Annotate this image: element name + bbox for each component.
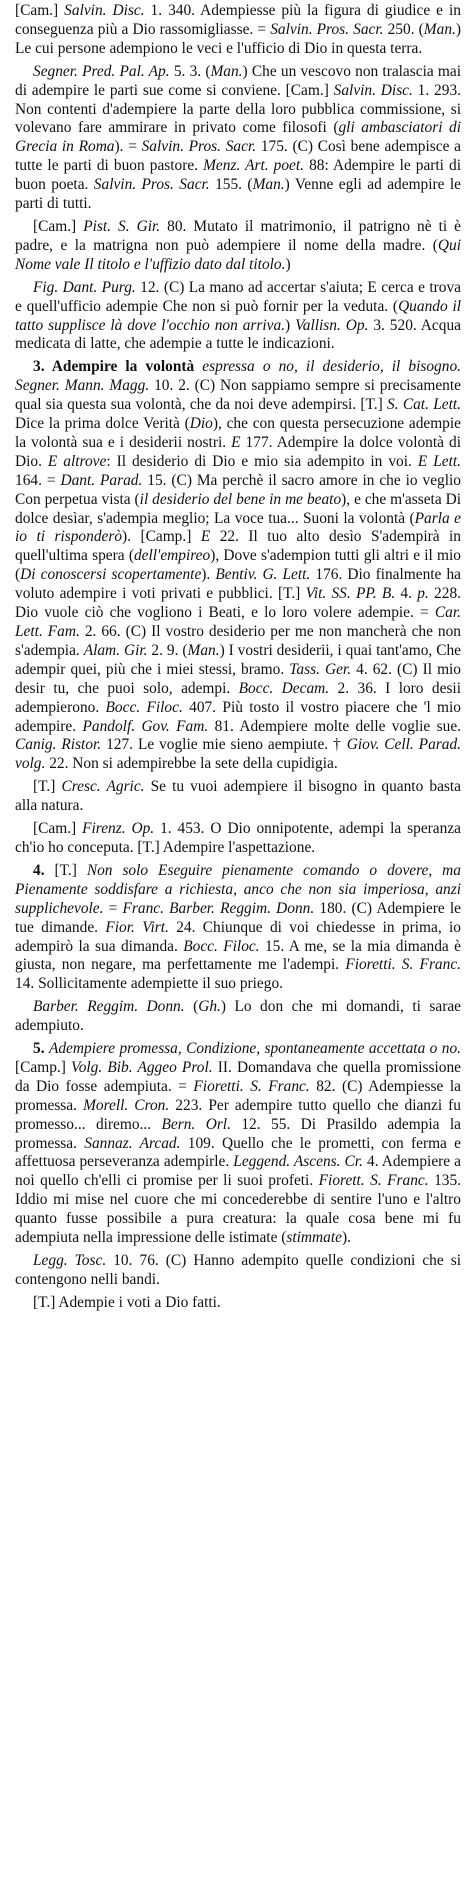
sense-heading: 5. [33,1040,45,1058]
entry-text: ). = [114,138,142,156]
citation-text: E [200,528,211,546]
entry-text: 82. (C) Adempiesse la promessa. [15,1077,461,1114]
entry-text: [Camp.] [15,1058,72,1076]
entry-text: = [103,899,123,917]
entry-text: ) Venne egli ad adempire le parti di tutti. [15,176,461,213]
entry-paragraph [15,1252,461,1290]
citation-text: E [231,433,241,451]
citation-text: Segner. Pred. Pal. Ap. [33,62,170,80]
citation-text: Alam. Gir. [83,641,148,659]
entry-text: 15. A me, se la mia dimanda è giusta, non negare, ma perfettamente me l'adempi. [15,937,461,974]
citation-text: Bocc. Decam. [238,679,330,697]
entry-text: 177. Adempire la dolce volontà di Dio. [15,433,461,470]
entry-text: 127. Le voglie mie sieno aempiute. † [101,736,347,754]
entry-paragraph [15,358,461,774]
entry-text: 12. (C) La mano ad accertar s'aiuta; E cerca e trova e quell'ufficio adempie Che non si può fornir per la veduta. ( [15,278,461,315]
entry-text: 80. Mutato il matrimonio, il patrigno nè ti è padre, e la matrigna non può adempiere il nome della madre. ( [15,217,461,254]
citation-text: dell'empireo [133,547,211,565]
dictionary-page [15,2,461,1313]
citation-text: Bocc. Filoc. [105,698,183,716]
citation-text: Fioretti. S. Franc. [193,1077,310,1095]
citation-text: Dant. Parad. [60,471,143,489]
entry-text: 2. 66. (C) Il vostro desiderio per me non mancherà che non s'adempia. [15,623,462,659]
entry-text: ), e che m'asseta Di dolce desìar, s'adempia meglio; La voce tua... Suoni la volontà ( [15,490,461,527]
entry-paragraph [15,778,461,816]
entry-text: 10. 2. (C) Non sappiamo sempre si precisamente qual sia questa sua volontà, che da noi deve adempirsi. [T.] [15,377,461,414]
entry-text: [T.] [44,861,87,879]
entry-text: [Cam.] [33,217,84,235]
citation-text: Segner. Mann. Magg. [15,377,150,395]
citation-text: Menz. Art. poet. [203,157,305,175]
citation-text: Pist. S. Gir. [83,217,161,235]
entry-text: : Il desiderio di Dio e mio sia adempito in voi. [106,452,418,470]
citation-text: Fior. Virt. [105,918,169,936]
entry-paragraph [15,820,461,858]
entry-text: 88: Adempire le parti di buon poeta. [15,157,461,194]
entry-text: 10. 76. (C) Hanno adempito quelle condizioni che si contengono nelli bandi. [15,1252,461,1288]
citation-text: Leggend. Ascens. Cr. [233,1153,363,1171]
citation-text: Salvin. Disc. [64,2,145,19]
entry-text: ) Che un vescovo non tralascia mai di adempire le parti sue come si conviene. [Cam.] [15,62,461,99]
entry-text: [T.] [33,778,62,796]
entry-text: ) Lo don che mi domandi, ti sarae adempiuto. [15,998,461,1035]
citation-text: Salvin. Pros. Sacr. [141,138,257,156]
entry-text: ), che con questa persecuzione adempie la volontà sua e i desiderii nostri. [15,415,461,451]
entry-text: 1. 453. O Dio onnipotente, adempi la speranza ch'io ho conceputa. [T.] Adempire l'aspettazione. [15,820,461,856]
entry-text: [Cam.] [15,2,65,19]
citation-text: p. [417,585,429,603]
entry-text: ) I vostri desiderii, i quai tant'amo, Che adempir quei, più che i miei stessi, bramo. [15,641,461,678]
citation-text: Firenz. Op. [82,820,155,838]
dictionary-entry-text [15,2,461,1313]
entry-text: 24. Chiunque di voi chiedesse in prima, io adempirò la sua dimanda. [15,918,461,955]
entry-text: ( [184,998,199,1016]
entry-text: ) [285,255,291,273]
entry-text: ) [285,316,296,334]
citation-text: Gh. [198,998,221,1016]
entry-text: ). [Camp.] [122,528,201,546]
entry-text: 164. = [15,471,61,489]
citation-text: Man. [187,641,220,659]
citation-text: Fig. Dant. Purg. [33,278,136,296]
entry-paragraph [15,218,461,275]
entry-text: 176. Dio finalmente ha voluto adempire i voti privati e pubblici. [T.] [15,566,461,603]
sense-heading: 3. Adempire la volontà [33,358,195,376]
entry-text: ). [341,1229,351,1247]
citation-text: Quando il tatto supplisce là dove l'occhio non arriva. [15,297,462,334]
citation-text: Volg. Bib. Aggeo Prol. [71,1058,213,1076]
entry-text: Se tu vuoi adempiere il bisogno in quanto basta alla natura. [15,778,461,815]
entry-text: 180. (C) Adempiere le tue dimande. [15,899,461,936]
entry-text: [Cam.] [33,820,83,838]
citation-text: stimmate [286,1229,342,1247]
citation-text: Franc. Barber. Reggim. Donn. [122,899,315,917]
entry-text: 1. 293. Non contenti d'adempiere la parte della loro pubblica commissione, si volevano fare ammirare in privato come filosofi ( [15,81,461,137]
citation-text: gli ambasciatori di Grecia in Roma [15,119,461,156]
citation-text: Di conoscersi scopertamente [20,566,202,584]
citation-text: Fioretti. S. Franc. [345,956,461,974]
citation-text: Vallisn. Op. [295,316,369,334]
citation-text: Man. [210,62,243,80]
citation-text: Non solo Eseguire pienamente comando o dovere, ma Pienamente soddisfare a richiesta, anco che non sia imperiosa, anzi supplichevole. [15,861,461,917]
citation-text: il desiderio del bene in me beato [139,490,342,508]
entry-text: Dice la prima dolce Verità ( [15,415,190,433]
entry-paragraph [15,862,461,994]
entry-text: 109. Quello che le prometti, con ferma e affettuosa perseveranza adempirle. [15,1134,461,1171]
citation-text: Car. Lett. Fam. [15,604,461,640]
citation-text: Bern. Orl. [161,1115,231,1133]
entry-text: 22. Il tuo alto desìo S'adempirà in quell'ultima spera ( [15,528,461,565]
citation-text: Giov. Cell. Parad. volg. [15,736,462,773]
entry-text: ) Le cui persone adempiono le veci e l'ufficio di Dio in questa terra. [15,20,461,57]
citation-text: Qui Nome vale Il titolo e l'uffizio dato dal titolo. [15,236,461,273]
entry-paragraph [15,998,461,1036]
citation-text: Sannaz. Arcad. [84,1134,181,1152]
entry-text: 407. Più tosto il vostro piacere che 'l mio adempire. [15,698,461,735]
citation-text: Vit. SS. PP. B. [305,585,396,603]
entry-text: 4. Adempiere a noi quello ch'elli ci promise per li suoi profeti. [15,1153,461,1190]
entry-text: 228. Dio vuole ciò che vogliono i Beati, e lo loro volere adempie. = [15,585,461,622]
citation-text: E Lett. [417,452,461,470]
entry-text: 12. 55. Di Prasildo adempia la promessa. [15,1115,462,1152]
citation-text: Salvin. Disc. [333,81,413,99]
entry-text: ), Dove s'adempion tutti gli altri e il mio ( [15,547,462,584]
entry-text: 5. 3. ( [169,62,211,80]
citation-text: Salvin. Pros. Sacr. [93,176,210,194]
entry-text: 14. Sollicitamente adempiette il suo priego. [15,975,283,993]
sense-heading: 4. [33,861,45,879]
entry-text: 81. Adempiere molte delle voglie sue. [208,717,462,735]
citation-text: Dio [189,415,213,433]
entry-text: ). [201,566,216,584]
entry-text: 4. 62. (C) Il mio desir tu, che puoi solo, adempi. [15,660,462,697]
entry-text: 15. (C) Ma perchè il sacro amore in che io veglio Con perpetua vista ( [15,471,461,508]
citation-text: E altrove [47,452,107,470]
citation-text: Adempiere promessa, Condizione, spontaneamente accettata o no. [48,1040,461,1058]
citation-text: Cresc. Agric. [61,778,145,796]
entry-text: 4. [395,585,418,603]
citation-text: Fiorett. S. Franc. [318,1172,429,1190]
entry-text: 2. 36. I loro desii adempierono. [15,679,461,716]
citation-text: Tass. Ger. [289,660,352,678]
citation-text: Barber. Reggim. Donn. [33,998,185,1016]
entry-text: II. Domandava che quella promissione da Dio fosse adempiuta. = [15,1058,461,1095]
citation-text: Bentiv. G. Lett. [215,566,311,584]
entry-text: 250. ( [383,20,424,38]
citation-text: Man. [423,20,456,38]
entry-paragraph [15,279,461,355]
entry-paragraph [15,1294,461,1313]
citation-text: espressa o no, il desiderio, il bisogno. [202,358,461,376]
citation-text: Bocc. Filoc. [183,937,260,955]
entry-text: 135. Iddio mi mise nel cuore che mi concederebbe di sentire l'uno e l'altro quanto fusse possibile a pura creatura: la quale cosa bene mi fu adempiuta nella impressione delle istimate ( [15,1172,462,1247]
citation-text: Man. [252,176,285,194]
entry-text: 1. 340. Adempiesse più la figura di giudice e in conseguenza più a Dio rassomigliasse. = [15,2,461,38]
entry-paragraph [15,1040,461,1248]
entry-text: 223. Per adempire tutto quello che dianzi fu promesso... diremo... [15,1096,462,1133]
entry-text: 22. Non si adempirebbe la sete della cupidigia. [45,755,338,773]
citation-text: Salvin. Pros. Sacr. [270,20,384,38]
citation-text: Morell. Cron. [83,1096,170,1114]
citation-text: Canig. Ristor. [15,736,102,754]
entry-text: [T.] Adempie i voti a Dio fatti. [33,1293,221,1311]
citation-text: Legg. Tosc. [33,1252,107,1269]
entry-text: 175. (C) Così bene adempisce a tutte le parti di buon pastore. [15,138,461,175]
citation-text: Parla e io ti risponderò [15,509,461,546]
entry-paragraph [15,2,461,59]
entry-text: 3. 520. Acqua medicata di latte, che adempie a tutte le indicazioni. [15,316,461,353]
entry-paragraph [15,63,461,214]
entry-text: 155. ( [209,176,253,194]
entry-text: 2. 9. ( [147,641,188,659]
citation-text: S. Cat. Lett. [387,396,461,414]
citation-text: Pandolf. Gov. Fam. [82,717,209,735]
